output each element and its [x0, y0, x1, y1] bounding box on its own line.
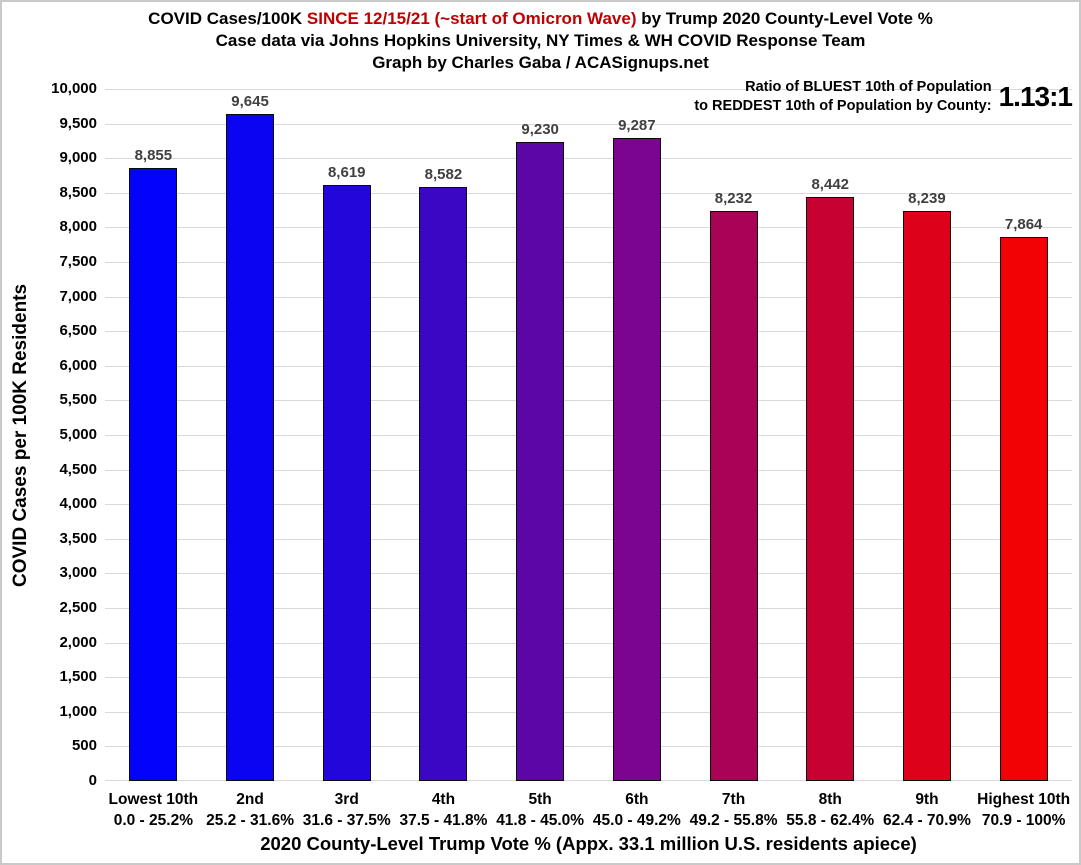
y-tick-label: 8,000	[59, 218, 97, 235]
x-tick-name: Highest 10th	[977, 791, 1071, 808]
x-tick-range: 45.0 - 49.2%	[592, 812, 681, 829]
bar-slot	[975, 89, 1072, 781]
x-tick-name: 7th	[721, 791, 746, 808]
x-tick-8th	[782, 789, 879, 831]
x-tick-range: 49.2 - 55.8%	[689, 812, 778, 829]
ratio-annotation	[694, 78, 1072, 116]
x-tick-range: 25.2 - 31.6%	[206, 812, 294, 829]
bar-7th	[710, 211, 758, 781]
ratio-annotation-line2: to REDDEST 10th of Population by County:	[694, 98, 992, 114]
y-tick-label: 6,500	[59, 322, 97, 339]
x-tick-9th	[879, 789, 976, 831]
chart-credit: Graph by Charles Gaba / ACASignups.net	[372, 53, 709, 72]
y-tick-label: 10,000	[51, 80, 97, 97]
y-tick-label: 3,500	[59, 530, 97, 547]
chart-title-prefix: COVID Cases/100K	[148, 9, 307, 28]
chart-subtitle: Case data via Johns Hopkins University, NY Times & WH COVID Response Team	[215, 31, 866, 50]
bar-value-label: 8,239	[908, 190, 946, 207]
x-tick-range: 31.6 - 37.5%	[302, 812, 391, 829]
y-tick-label: 9,500	[59, 115, 97, 132]
x-tick-name: 4th	[431, 791, 456, 808]
x-tick-name: 2nd	[236, 791, 264, 808]
x-tick-4th	[395, 789, 492, 831]
y-tick-label: 9,000	[59, 149, 97, 166]
chart-title	[2, 8, 1079, 30]
y-tick-label: 500	[71, 737, 97, 754]
y-tick-label: 2,500	[59, 599, 97, 616]
ratio-annotation-text	[694, 78, 991, 116]
x-tick-3rd	[298, 789, 395, 831]
x-tick-lowest-10th	[105, 789, 202, 831]
x-tick-name: 6th	[625, 791, 649, 808]
x-tick-name: 8th	[818, 791, 842, 808]
bar-value-label: 8,619	[327, 164, 366, 181]
x-tick-6th	[589, 789, 686, 831]
bar-value-label: 9,230	[521, 121, 559, 138]
x-tick-name: 5th	[528, 791, 552, 808]
bar-value-label: 8,582	[424, 166, 463, 183]
chart-title-suffix: by Trump 2020 County-Level Vote %	[636, 9, 933, 28]
bar-slot	[492, 89, 589, 781]
bar-value-label: 8,855	[134, 147, 173, 164]
plot-area	[105, 89, 1072, 781]
x-tick-range: 37.5 - 41.8%	[399, 812, 488, 829]
bar-value-label: 7,864	[1004, 216, 1043, 233]
x-tick-highest-10th	[975, 789, 1072, 831]
y-tick-label: 5,500	[59, 391, 97, 408]
x-axis-title: 2020 County-Level Trump Vote % (Appx. 33.1 million U.S. residents apiece)	[260, 833, 917, 854]
bar-highest-10th	[1000, 237, 1048, 781]
x-tick-7th	[685, 789, 782, 831]
y-tick-label: 5,000	[59, 426, 97, 443]
chart-title-highlight: SINCE 12/15/21 (~start of Omicron Wave)	[306, 9, 637, 28]
bar-slot	[879, 89, 976, 781]
y-tick-label: 4,500	[59, 461, 97, 478]
y-tick-label: 0	[88, 772, 97, 789]
ratio-annotation-value: 1.13:1	[998, 81, 1072, 112]
bar-8th	[806, 197, 854, 781]
y-axis-title: COVID Cases per 100K Residents	[10, 283, 31, 587]
bar-slot	[105, 89, 202, 781]
x-tick-range: 41.8 - 45.0%	[496, 812, 585, 829]
y-tick-label: 1,000	[59, 703, 97, 720]
x-tick-range: 70.9 - 100%	[981, 812, 1066, 829]
bar-slot	[589, 89, 686, 781]
y-tick-label: 8,500	[59, 184, 97, 201]
bar-6th	[613, 138, 661, 781]
x-tick-range: 0.0 - 25.2%	[113, 812, 193, 829]
x-tick-name: 3rd	[334, 791, 359, 808]
bar-5th	[516, 142, 564, 781]
bar-lowest-10th	[129, 168, 177, 781]
x-tick-name: Lowest 10th	[108, 791, 199, 808]
y-tick-label: 2,000	[59, 634, 97, 651]
y-tick-label: 4,000	[59, 495, 97, 512]
chart-header	[2, 8, 1079, 74]
bar-3rd	[323, 185, 371, 781]
bar-slot	[298, 89, 395, 781]
y-tick-label: 7,500	[59, 253, 97, 270]
bar-value-label: 9,645	[231, 93, 269, 110]
bar-9th	[903, 211, 951, 781]
bar-slot	[782, 89, 879, 781]
bar-4th	[419, 187, 467, 781]
y-tick-label: 1,500	[59, 668, 97, 685]
bar-value-label: 8,232	[714, 190, 753, 207]
bar-slot	[685, 89, 782, 781]
bar-slot	[202, 89, 299, 781]
y-tick-label: 3,000	[59, 564, 97, 581]
x-tick-name: 9th	[915, 791, 939, 808]
x-tick-range: 62.4 - 70.9%	[882, 812, 971, 829]
y-tick-label: 6,000	[59, 357, 97, 374]
x-tick-5th	[492, 789, 589, 831]
bar-value-label: 8,442	[811, 176, 850, 193]
bar-value-label: 9,287	[618, 117, 656, 134]
ratio-annotation-line1: Ratio of BLUEST 10th of Population	[745, 79, 992, 95]
x-tick-range: 55.8 - 62.4%	[786, 812, 875, 829]
bar-slot	[395, 89, 492, 781]
x-tick-2nd	[202, 789, 299, 831]
y-tick-label: 7,000	[59, 288, 97, 305]
bar-2nd	[226, 114, 274, 781]
